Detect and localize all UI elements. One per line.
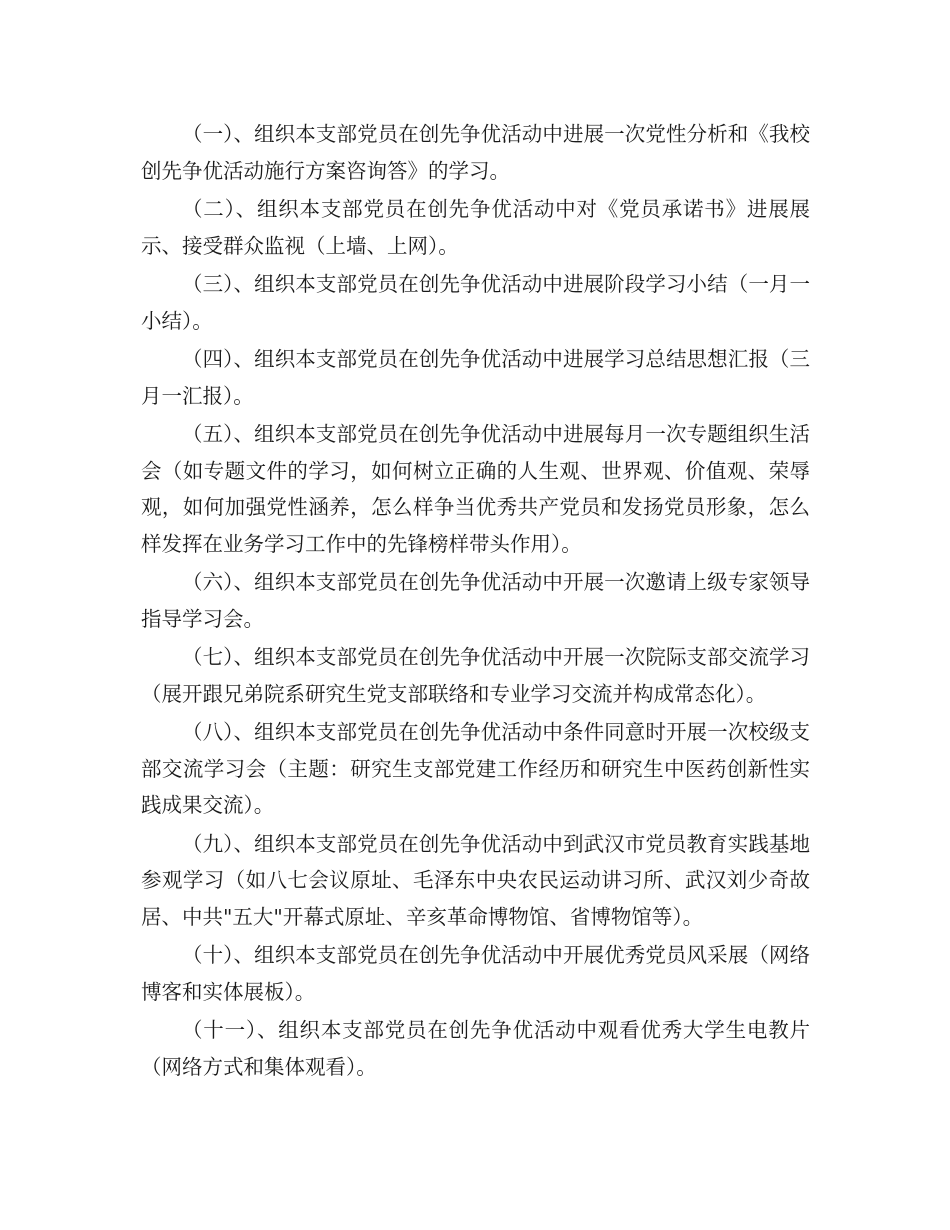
- paragraph-1: （一）、组织本支部党员在创先争优活动中进展一次党性分析和《我校创先争优活动施行方案咨询答》的学习。: [141, 122, 810, 183]
- paragraph-11: （十一）、组织本支部党员在创先争优活动中观看优秀大学生电教片（网络方式和集体观看）。: [141, 1018, 810, 1079]
- paragraph-8: （八）、组织本支部党员在创先争优活动中条件同意时开展一次校级支部交流学习会（主题：研究生支部党建工作经历和研究生中医药创新性实践成果交流）。: [141, 720, 810, 817]
- paragraph-5: （五）、组织本支部党员在创先争优活动中进展每月一次专题组织生活会（如专题文件的学习，如何树立正确的人生观、世界观、价值观、荣辱观，如何加强党性涵养，怎么样争当优秀共产党员和发扬党员形象，怎么样发挥在业务学习工作中的先锋榜样带头作用）。: [141, 422, 810, 556]
- paragraph-7: （七）、组织本支部党员在创先争优活动中开展一次院际支部交流学习（展开跟兄弟院系研究生党支部联络和专业学习交流并构成常态化）。: [141, 645, 810, 706]
- paragraph-9: （九）、组织本支部党员在创先争优活动中到武汉市党员教育实践基地参观学习（如八七会议原址、毛泽东中央农民运动讲习所、武汉刘少奇故居、中共"五大"开幕式原址、辛亥革命博物馆、省博物馆等）。: [141, 831, 810, 929]
- paragraph-4: （四）、组织本支部党员在创先争优活动中进展学习总结思想汇报（三月一汇报）。: [141, 347, 810, 408]
- document-page: [141, 116, 810, 1087]
- paragraph-6: （六）、组织本支部党员在创先争优活动中开展一次邀请上级专家领导指导学习会。: [141, 570, 810, 631]
- paragraph-2: （二）、组织本支部党员在创先争优活动中对《党员承诺书》进展展示、接受群众监视（上墙、上网）。: [141, 197, 810, 258]
- paragraph-10: （十）、组织本支部党员在创先争优活动中开展优秀党员风采展（网络博客和实体展板）。: [141, 943, 810, 1004]
- paragraph-3: （三）、组织本支部党员在创先争优活动中进展阶段学习小结（一月一小结）。: [141, 272, 810, 333]
